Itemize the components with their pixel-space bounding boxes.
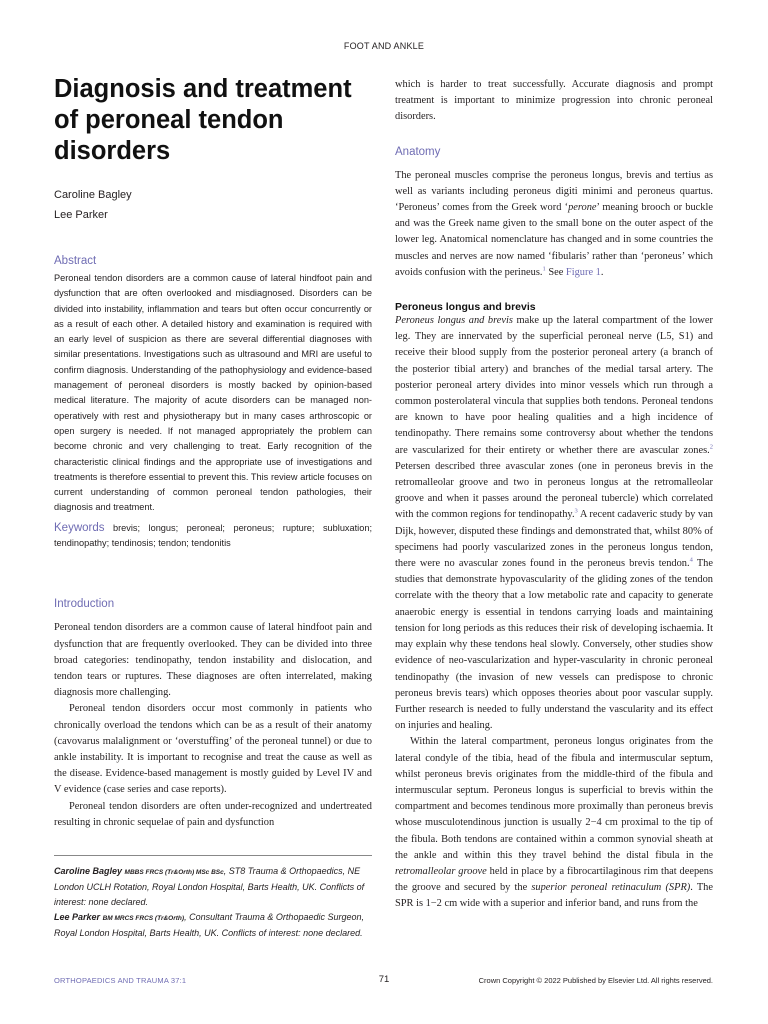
paragraph: Peroneal tendon disorders are often under-recognized and undertreated resulting in chronic sequelae of pain and dysfunction bbox=[54, 800, 372, 828]
introduction-heading: Introduction bbox=[54, 598, 115, 611]
paragraph: Within the lateral compartment, peroneus longus originates from the lateral condyle of the tibia, head of the fibula and intermuscular septum, whilst peroneus brevis originates from the middle-third of the fibula and intermuscular septum. Peroneus longus is superficial to brevis within the compartment and becomes tendinous more proximally than peroneus brevis whose musculotendinous junction is usually 2−4 cm proximal to the tip of the fibula. Both tendons are contained within a common synovial sheath at the ankle and within this they travel behind the distal fibula in the retromalleolar groove held in place by a fibrocartilaginous rim that deepens the groove and secured by the superior peroneal retinaculum (SPR). The SPR is 1−2 cm wide with a superior and inferior band, and runs from the bbox=[395, 736, 713, 910]
footnote-affiliation: , ST8 Trauma & Orthopaedics, NE London UCLH Rotation, Royal London Hospital, Barts Health, UK. Conflicts of interest: none declared. bbox=[54, 866, 365, 907]
footnote-divider bbox=[54, 855, 372, 856]
reference-link[interactable]: 3 bbox=[574, 508, 578, 515]
page-number: 71 bbox=[378, 974, 390, 985]
keywords bbox=[54, 521, 372, 552]
paragraph: Peroneal tendon disorders are a common cause of lateral hindfoot pain and dysfunction that are frequently overlooked. They can be divided into three broad categories: tendinopathy, tendon instability and dislocation, and tendon tears or ruptures. These diagnoses are often interrelated, making diagnosis more challenging. bbox=[54, 622, 372, 699]
author-footnote bbox=[54, 910, 372, 941]
running-head: FOOT AND ANKLE bbox=[343, 41, 425, 51]
footnote-degrees: BM MRCS FRCS (Tr&Orth) bbox=[102, 915, 185, 922]
keywords-list: brevis; longus; peroneal; peroneus; rupture; subluxation; tendinopathy; tendinosis; tendon; tendonitis bbox=[54, 522, 372, 549]
footer-journal: ORTHOPAEDICS AND TRAUMA 37:1 bbox=[54, 976, 187, 985]
footnote-affiliation: , Consultant Trauma & Orthopaedic Surgeon, Royal London Hospital, Barts Health, UK. Conflicts of interest: none declared. bbox=[54, 912, 364, 939]
right-column bbox=[395, 77, 713, 913]
footnote-author-name: Lee Parker bbox=[54, 912, 101, 922]
footer-copyright: Crown Copyright © 2022 Published by Elsevier Ltd. All rights reserved. bbox=[478, 976, 713, 985]
reference-link[interactable]: 1 bbox=[542, 265, 546, 273]
keywords-label: Keywords bbox=[54, 521, 105, 534]
paragraph: Peroneus longus and brevis make up the lateral compartment of the lower leg. They are innervated by the superficial peroneal nerve (L5, S1) and receive their blood supply from the posterior peroneal artery (a branch of the posterior tibial artery) and branches of the medial tarsal artery. The posterior peroneal artery divides into minor vessels which run through a common posterolateral vincula that supplies both tendons. Peroneal tendons are known to have poor healing qualities and a high incidence of tendinopathy. There remains some controversy about whether the tendons are vascularized for their entirety or whether there are avascular zones.$^2$ Petersen described three avascular zones (one in peroneus brevis in the retromalleolar groove and two in peroneus longus at the retromalleolar groove and when it passes around the peroneal tubercle) which correlated with the common regions for tendinopathy.$^3$ A recent cadaveric study by van Dijk, however, disputed these findings and demonstrated that, whilst 80% of specimens had poorly vascularized zones in the peroneus longus tendon, there were no avascular zones found in the peroneus brevis tendon.$^4$ The studies that demonstrate hypovascularity of the gliding zones of the tendon correlate with the theory that a low metabolic rate and capacity to generate anaerobic energy is essential in tendons carrying loads and maintaining tension for long periods as this reduces their risk of developing ischaemia. It may explain why these tendons heal slowly. Conversely, other studies show evidence of neo-vascularization and hyper-vascularity in chronic peroneal tendinopathy (the invasion of new vessels can predispose to chronic peroneus brevis tears) which opposes theories about poor vascular supply. Further research is needed to fully understand the vascularity and its effect on injuries and healing. bbox=[395, 315, 713, 732]
subsection-heading: Peroneus longus and brevis bbox=[395, 301, 536, 314]
anatomy-heading: Anatomy bbox=[395, 145, 441, 158]
footnote-author-name: Caroline Bagley bbox=[54, 866, 123, 876]
author-name: Lee Parker bbox=[54, 209, 108, 221]
left-column bbox=[54, 74, 372, 831]
abstract-text: Peroneal tendon disorders are a common cause of lateral hindfoot pain and dysfunction that are often overlooked and misdiagnosed. Disorders can be divided into instability, inflammation and tears but often occur concurrently or as a result of each other. A detailed history and examination is required with an early level of suspicion as there are several differential diagnoses with similar presentations. Investigations such as ultrasound and MRI are useful to confirm diagnosis. Understanding of the pathophysiology and evidence-based management of peroneal disorders is mostly backed by opinion-based medical literature. The majority of acute disorders can be managed non-operatively with rest and physiotherapy but in many cases arthroscopic or open surgery is needed. If not managed appropriately the problem can become chronic and very challenging to treat. Early recognition of the characteristic clinical findings and the appropriate use of investigations and treatments is therefore essential to prevent this. This review article focuses on current understanding of common peroneal tendon pathologies, their diagnosis and treatment. bbox=[54, 273, 372, 513]
paragraph: which is harder to treat successfully. Accurate diagnosis and prompt treatment is important to minimize progression into chronic peroneal disorders. bbox=[395, 79, 713, 123]
reference-link[interactable]: 2 bbox=[709, 443, 713, 451]
author-name: Caroline Bagley bbox=[54, 189, 132, 201]
author-list bbox=[54, 185, 372, 225]
reference-link[interactable]: 4 bbox=[689, 556, 693, 564]
footnote-degrees: MBBS FRCS (Tr&Orth) MSc BSc bbox=[124, 869, 224, 876]
paragraph: The peroneal muscles comprise the peroneus longus, brevis and tertius as well as variants including peroneus digiti minimi and peroneus quartus. ‘Peroneus’ comes from the Greek word ‘perone’ meaning brooch or buckle and was the Greek name given to the small bone on the outer aspect of the lower leg. Anatomical nomenclature has changed and in some countries the muscles and nerves are now named ‘fibularis’ rather than ‘peroneus’ which avoids confusion with the perineus.$^1$ See Figure 1. bbox=[395, 169, 713, 278]
article-title: Diagnosis and treatment of peroneal tendon disorders bbox=[54, 75, 352, 165]
figure-link[interactable]: Figure 1 bbox=[565, 266, 601, 278]
paragraph: Peroneal tendon disorders occur most commonly in patients who chronically overload the tendons which can be as a result of their anatomy (cavovarus malalignment or ‘overstuffing’ of the peroneal tunnel) or due to ankle instability. It is important to recognise and treat the cause as well as the disease. Evidence-based management is mostly guided by Level IV and V evidence (case series and case reports). bbox=[54, 703, 372, 796]
author-footnote bbox=[54, 864, 372, 909]
introduction-body bbox=[54, 620, 372, 831]
abstract-heading: Abstract bbox=[54, 255, 97, 267]
